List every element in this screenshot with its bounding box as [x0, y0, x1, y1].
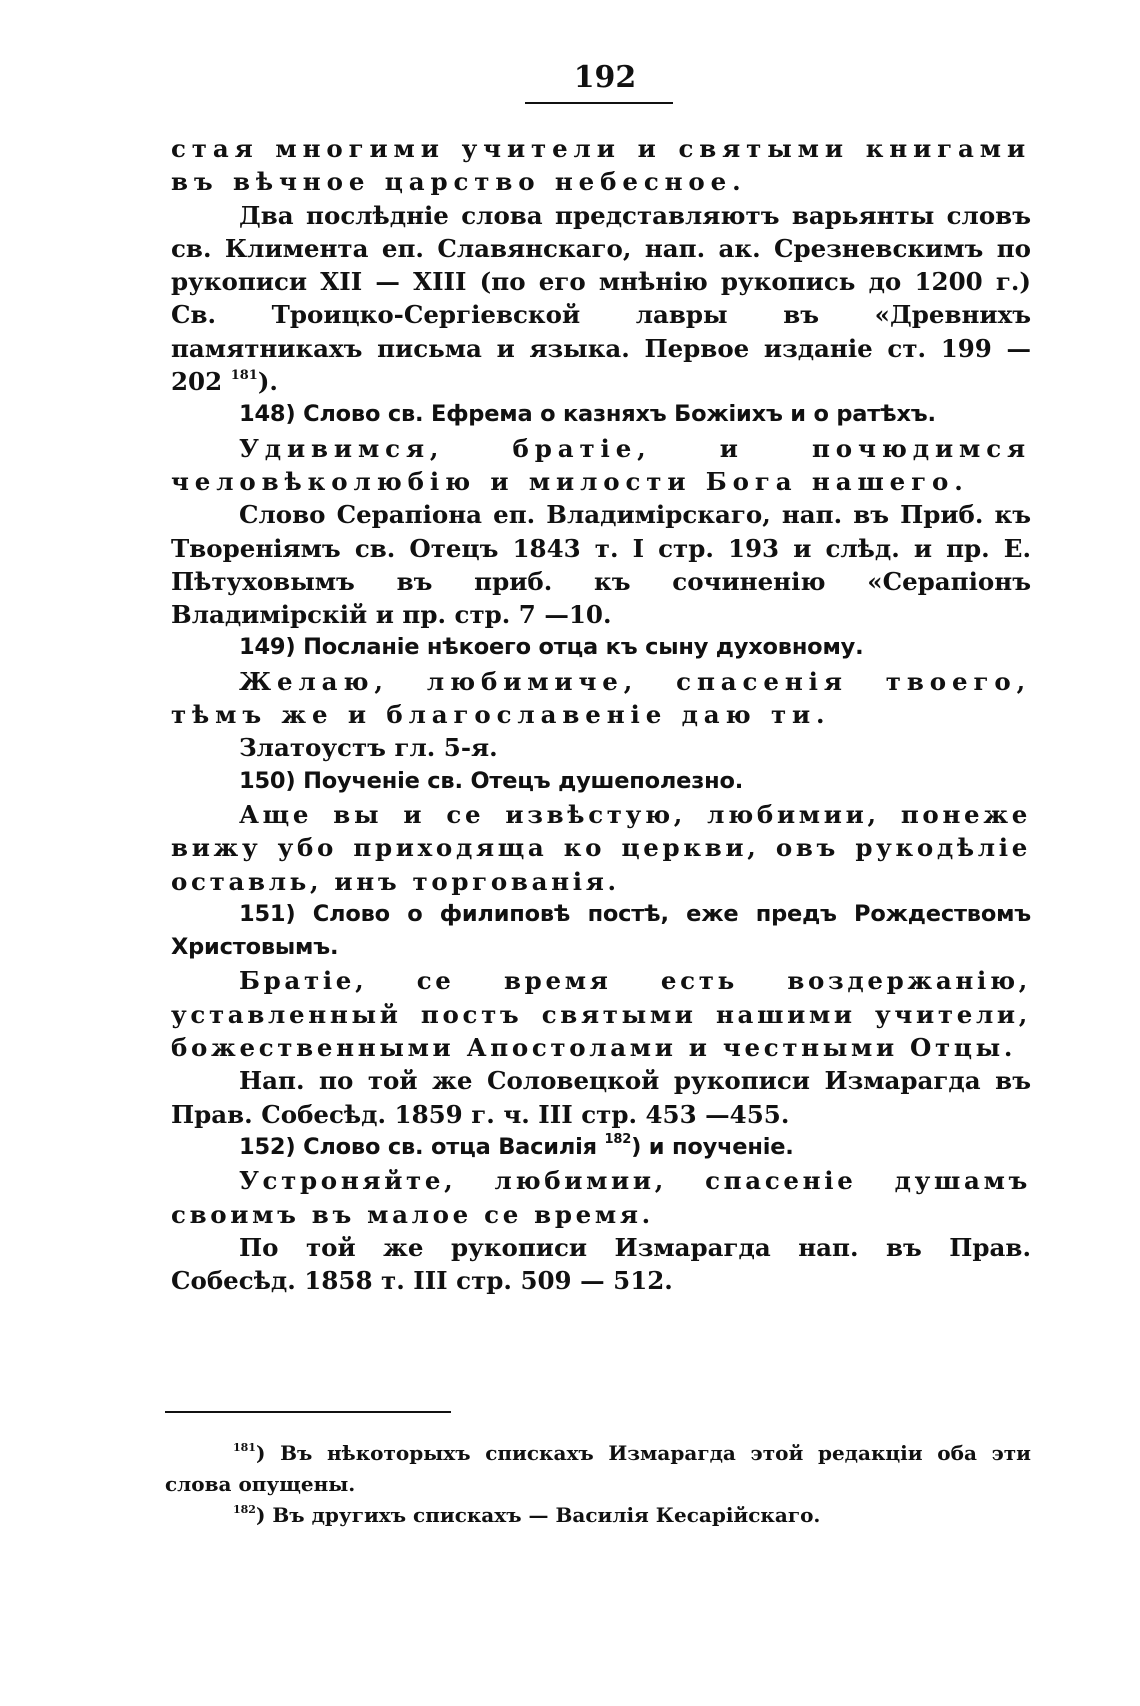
paragraph: Златоустъ гл. 5-я. — [239, 733, 498, 763]
footnote: $^{181}$) Въ нѣкоторыхъ спискахъ Измарагда этой редакціи оба эти слова опущены. — [165, 1441, 1031, 1496]
page-number-underline — [525, 102, 673, 104]
section-heading: 152) Слово св. отца Василія $^{182}$) и поученіе. — [239, 1131, 794, 1160]
paragraph: Удивимся, братіе, и почюдимся человѣколюбію и милости Бога нашего. — [171, 433, 1031, 496]
footnotes — [165, 1438, 1031, 1531]
footnote-separator — [165, 1411, 451, 1413]
paragraph: Слово Серапіона еп. Владимірскаго, нап. въ Приб. къ Твореніямъ св. Отецъ 1843 т. I стр. 193 и слѣд. и пр. Е. Пѣтуховымъ въ приб. къ сочиненію «Серапіонъ Владимірскій и пр. стр. 7 —10. — [171, 500, 1031, 630]
paragraph: Два послѣдніе слова представляютъ варьянты словъ св. Климента еп. Славянскаго, нап. ак. Срезневскимъ по рукописи XII — XIII (по его мнѣнію рукопись до 1200 г.) Св. Троицко-Сергіевской лавры въ «Древнихъ памятникахъ письма и языка. Первое изданіе ст. 199 —202 $^{181}$). — [171, 200, 1031, 397]
section-heading: 148) Слово св. Ефрема о казняхъ Божіихъ и о ратѣхъ. — [239, 401, 936, 428]
footnote: $^{182}$) Въ другихъ спискахъ — Василія Кесарійскаго. — [233, 1503, 821, 1527]
page-number: 192 — [573, 60, 637, 95]
paragraph: Аще вы и се извѣстую, любимии, понеже вижу убо приходяща ко церкви, овъ рукодѣліе оставль, инъ торгованія. — [171, 799, 1031, 896]
paragraph: Нап. по той же Соловецкой рукописи Измарагда въ Прав. Собесѣд. 1859 г. ч. III стр. 453 —455. — [171, 1066, 1031, 1129]
section-heading: 151) Слово о филиповѣ постѣ, еже предъ Рождествомъ Христовымъ. — [171, 900, 1031, 961]
section-heading: 150) Поученіе св. Отецъ душеполезно. — [239, 767, 744, 794]
paragraph: Братіе, се время есть воздержанію, уставленный постъ святыми нашими учители, божественными Апостолами и честными Отцы. — [171, 966, 1031, 1063]
paragraph: По той же рукописи Измарагда нап. въ Прав. Собесѣд. 1858 т. III стр. 509 — 512. — [171, 1232, 1031, 1296]
main-text — [171, 132, 1031, 1297]
paragraph: стая многими учители и святыми книгами въ вѣчное царство небесное. — [171, 134, 1031, 197]
section-heading: 149) Посланіе нѣкоего отца къ сыну духовному. — [239, 634, 864, 661]
footnote-number: 182 — [233, 1503, 256, 1516]
paragraph: Желаю, любимиче, спасенія твоего, тѣмъ же и благославеніе даю ти. — [171, 666, 1031, 730]
footnote-ref: 181 — [230, 368, 258, 384]
paragraph: Устроняйте, любимии, спасеніе душамъ своимъ въ малое се время. — [171, 1166, 1031, 1229]
footnote-number: 181 — [233, 1441, 256, 1454]
footnote-ref: 182 — [604, 1131, 632, 1147]
